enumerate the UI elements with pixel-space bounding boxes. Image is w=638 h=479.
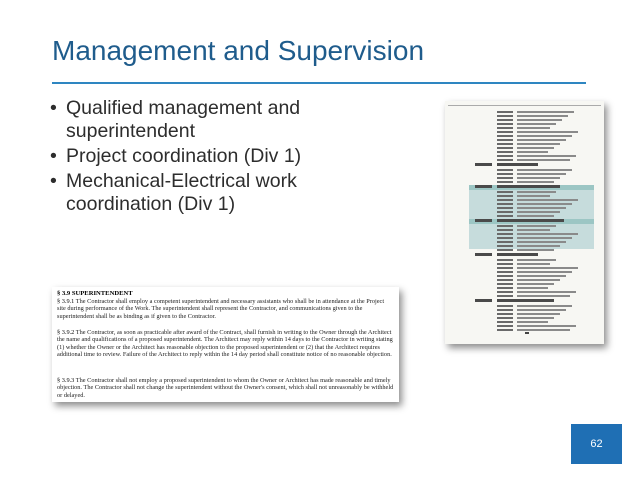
- toc-entry-title: [517, 123, 556, 125]
- section-number: § 3.9.2: [57, 329, 75, 336]
- toc-entry-number: [497, 329, 513, 331]
- table-of-contents-image: [445, 101, 604, 344]
- toc-entry-title: [517, 151, 548, 153]
- toc-entry-number: [497, 115, 513, 117]
- toc-line: [445, 298, 604, 302]
- toc-entry-title: [517, 191, 556, 193]
- toc-entry-title: [517, 291, 576, 293]
- excerpt-paragraph: [57, 377, 394, 399]
- toc-entry-number: [497, 283, 513, 285]
- toc-entry-title: [517, 309, 566, 311]
- toc-entry-number: [497, 317, 513, 319]
- toc-entry-title: [517, 249, 554, 251]
- toc-section-number: [475, 185, 492, 188]
- toc-entry-number: [497, 111, 513, 113]
- toc-entry-number: [497, 263, 513, 265]
- toc-entry-number: [497, 241, 513, 243]
- toc-section-title: [497, 185, 560, 188]
- toc-section-title: [497, 253, 538, 256]
- bullet-icon: •: [50, 145, 57, 167]
- excerpt-heading: § 3.9 SUPERINTENDENT: [57, 290, 133, 297]
- toc-entry-title: [517, 173, 566, 175]
- toc-entry-number: [497, 191, 513, 193]
- toc-entry-number: [497, 203, 513, 205]
- toc-entry-number: [497, 305, 513, 307]
- doc-header-rule: [448, 105, 601, 106]
- page-number: 62: [590, 438, 603, 450]
- toc-entry-title: [517, 241, 566, 243]
- toc-line: [445, 162, 604, 166]
- paragraph-text: The Contractor shall employ a competent superintendent and necessary assistants who shall be in attendance at the Project site during performance of the Work. The superintendent shall represent the Contractor, and communications given to the superintendent shall be as binding as if given to the Contractor.: [57, 298, 385, 320]
- toc-entry-title: [517, 215, 554, 217]
- toc-entry-number: [497, 151, 513, 153]
- toc-entry-number: [497, 143, 513, 145]
- toc-entry-number: [497, 181, 513, 183]
- toc-entry-number: [497, 249, 513, 251]
- toc-section-number: [475, 163, 492, 166]
- toc-entry-number: [497, 259, 513, 261]
- toc-entry-title: [517, 295, 570, 297]
- toc-entry-number: [497, 287, 513, 289]
- bullet-icon: •: [50, 97, 57, 119]
- toc-entry-number: [497, 177, 513, 179]
- toc-entry-title: [517, 259, 556, 261]
- toc-entry-title: [517, 305, 572, 307]
- toc-entry-number: [497, 135, 513, 137]
- toc-section-number: [475, 219, 492, 222]
- toc-entry-number: [497, 155, 513, 157]
- bullet-item: [50, 97, 380, 143]
- bullet-text: Qualified management and superintendent: [66, 97, 301, 142]
- toc-entry-number: [497, 295, 513, 297]
- toc-page-number: [525, 332, 529, 334]
- bullet-text: Project coordination (Div 1): [66, 145, 302, 167]
- toc-entry-title: [517, 267, 578, 269]
- toc-entry-number: [497, 173, 513, 175]
- toc-entry-number: [497, 275, 513, 277]
- toc-entry-title: [517, 115, 568, 117]
- toc-entry-title: [517, 229, 550, 231]
- toc-entry-title: [517, 135, 572, 137]
- toc-entry-title: [517, 199, 578, 201]
- toc-entry-number: [497, 211, 513, 213]
- toc-entry-title: [517, 317, 554, 319]
- paragraph-text: The Contractor, as soon as practicable after award of the Contract, shall furnish in writing to the Owner through the Architect the name and qualifications of a proposed superintendent. The Architect may reply within 14 days to the Contractor in writing stating (1) whether the Owner or the Architect has reasonable objection to the proposed superintendent or (2) that the Architect requires additional time to review. Failure of the Architect to reply within the 14 day period shall constitute notice of no reasonable objection.: [57, 329, 393, 359]
- toc-entry-number: [497, 169, 513, 171]
- page-number-box: [571, 424, 622, 464]
- toc-entry-number: [497, 229, 513, 231]
- toc-entry-number: [497, 291, 513, 293]
- toc-entry-title: [517, 271, 572, 273]
- section-number: § 3.9.3: [57, 377, 75, 384]
- toc-entry-number: [497, 313, 513, 315]
- toc-entry-title: [517, 139, 566, 141]
- toc-entry-title: [517, 287, 548, 289]
- section-number: § 3.9.1: [57, 298, 75, 305]
- toc-entry-title: [517, 325, 576, 327]
- toc-entry-title: [517, 233, 578, 235]
- toc-entry-number: [497, 325, 513, 327]
- toc-line: [445, 218, 604, 222]
- toc-entry-number: [497, 245, 513, 247]
- bullet-list: [50, 97, 380, 218]
- toc-entry-number: [497, 267, 513, 269]
- toc-line: [445, 252, 604, 256]
- toc-entry-title: [517, 329, 570, 331]
- toc-line: [445, 184, 604, 188]
- toc-entry-title: [517, 313, 560, 315]
- toc-entry-title: [517, 203, 572, 205]
- excerpt-paragraph: [57, 298, 394, 320]
- toc-entry-number: [497, 309, 513, 311]
- toc-entry-number: [497, 321, 513, 323]
- toc-entry-number: [497, 225, 513, 227]
- toc-entry-title: [517, 119, 562, 121]
- toc-section-number: [475, 253, 492, 256]
- toc-entry-title: [517, 127, 550, 129]
- toc-entry-number: [497, 159, 513, 161]
- toc-entry-title: [517, 237, 572, 239]
- toc-entry-number: [497, 147, 513, 149]
- bullet-item: [50, 170, 380, 216]
- toc-entry-title: [517, 275, 566, 277]
- toc-entry-number: [497, 131, 513, 133]
- toc-section-title: [497, 299, 554, 302]
- toc-entry-title: [517, 143, 560, 145]
- toc-section-title: [497, 163, 538, 166]
- bullet-icon: •: [50, 170, 57, 192]
- toc-entry-title: [517, 263, 550, 265]
- excerpt-paragraph: [57, 329, 394, 359]
- toc-entry-title: [517, 147, 554, 149]
- toc-entry-title: [517, 111, 574, 113]
- bullet-text: Mechanical-Electrical work coordination (Div 1): [66, 170, 297, 215]
- toc-entry-number: [497, 139, 513, 141]
- toc-entry-title: [517, 131, 578, 133]
- toc-entry-number: [497, 279, 513, 281]
- toc-entry-title: [517, 321, 548, 323]
- toc-entry-title: [517, 211, 560, 213]
- toc-entry-number: [497, 119, 513, 121]
- toc-entry-number: [497, 215, 513, 217]
- bullet-item: [50, 145, 380, 168]
- paragraph-text: The Contractor shall not employ a proposed superintendent to whom the Owner or Architect has made reasonable and timely objection. The Contractor shall not change the superintendent without the Owner's consent, which shall not unreasonably be withheld or delayed.: [57, 377, 394, 399]
- toc-entry-number: [497, 237, 513, 239]
- slide-title: Management and Supervision: [52, 35, 425, 66]
- toc-entry-title: [517, 245, 560, 247]
- toc-entry-title: [517, 195, 550, 197]
- toc-entry-title: [517, 283, 554, 285]
- toc-entry-number: [497, 207, 513, 209]
- title-underline: [52, 82, 586, 84]
- toc-entry-number: [497, 123, 513, 125]
- toc-section-title: [497, 219, 564, 222]
- toc-entry-title: [517, 181, 554, 183]
- toc-entry-number: [497, 271, 513, 273]
- toc-entry-title: [517, 169, 572, 171]
- toc-entry-number: [497, 195, 513, 197]
- toc-entry-number: [497, 127, 513, 129]
- toc-entry-title: [517, 207, 566, 209]
- toc-section-number: [475, 299, 492, 302]
- toc-entry-title: [517, 177, 560, 179]
- toc-entry-title: [517, 225, 556, 227]
- toc-entry-title: [517, 159, 570, 161]
- toc-entry-number: [497, 199, 513, 201]
- contract-excerpt-image: [52, 287, 399, 402]
- toc-entry-number: [497, 233, 513, 235]
- toc-entry-title: [517, 155, 576, 157]
- toc-entry-title: [517, 279, 560, 281]
